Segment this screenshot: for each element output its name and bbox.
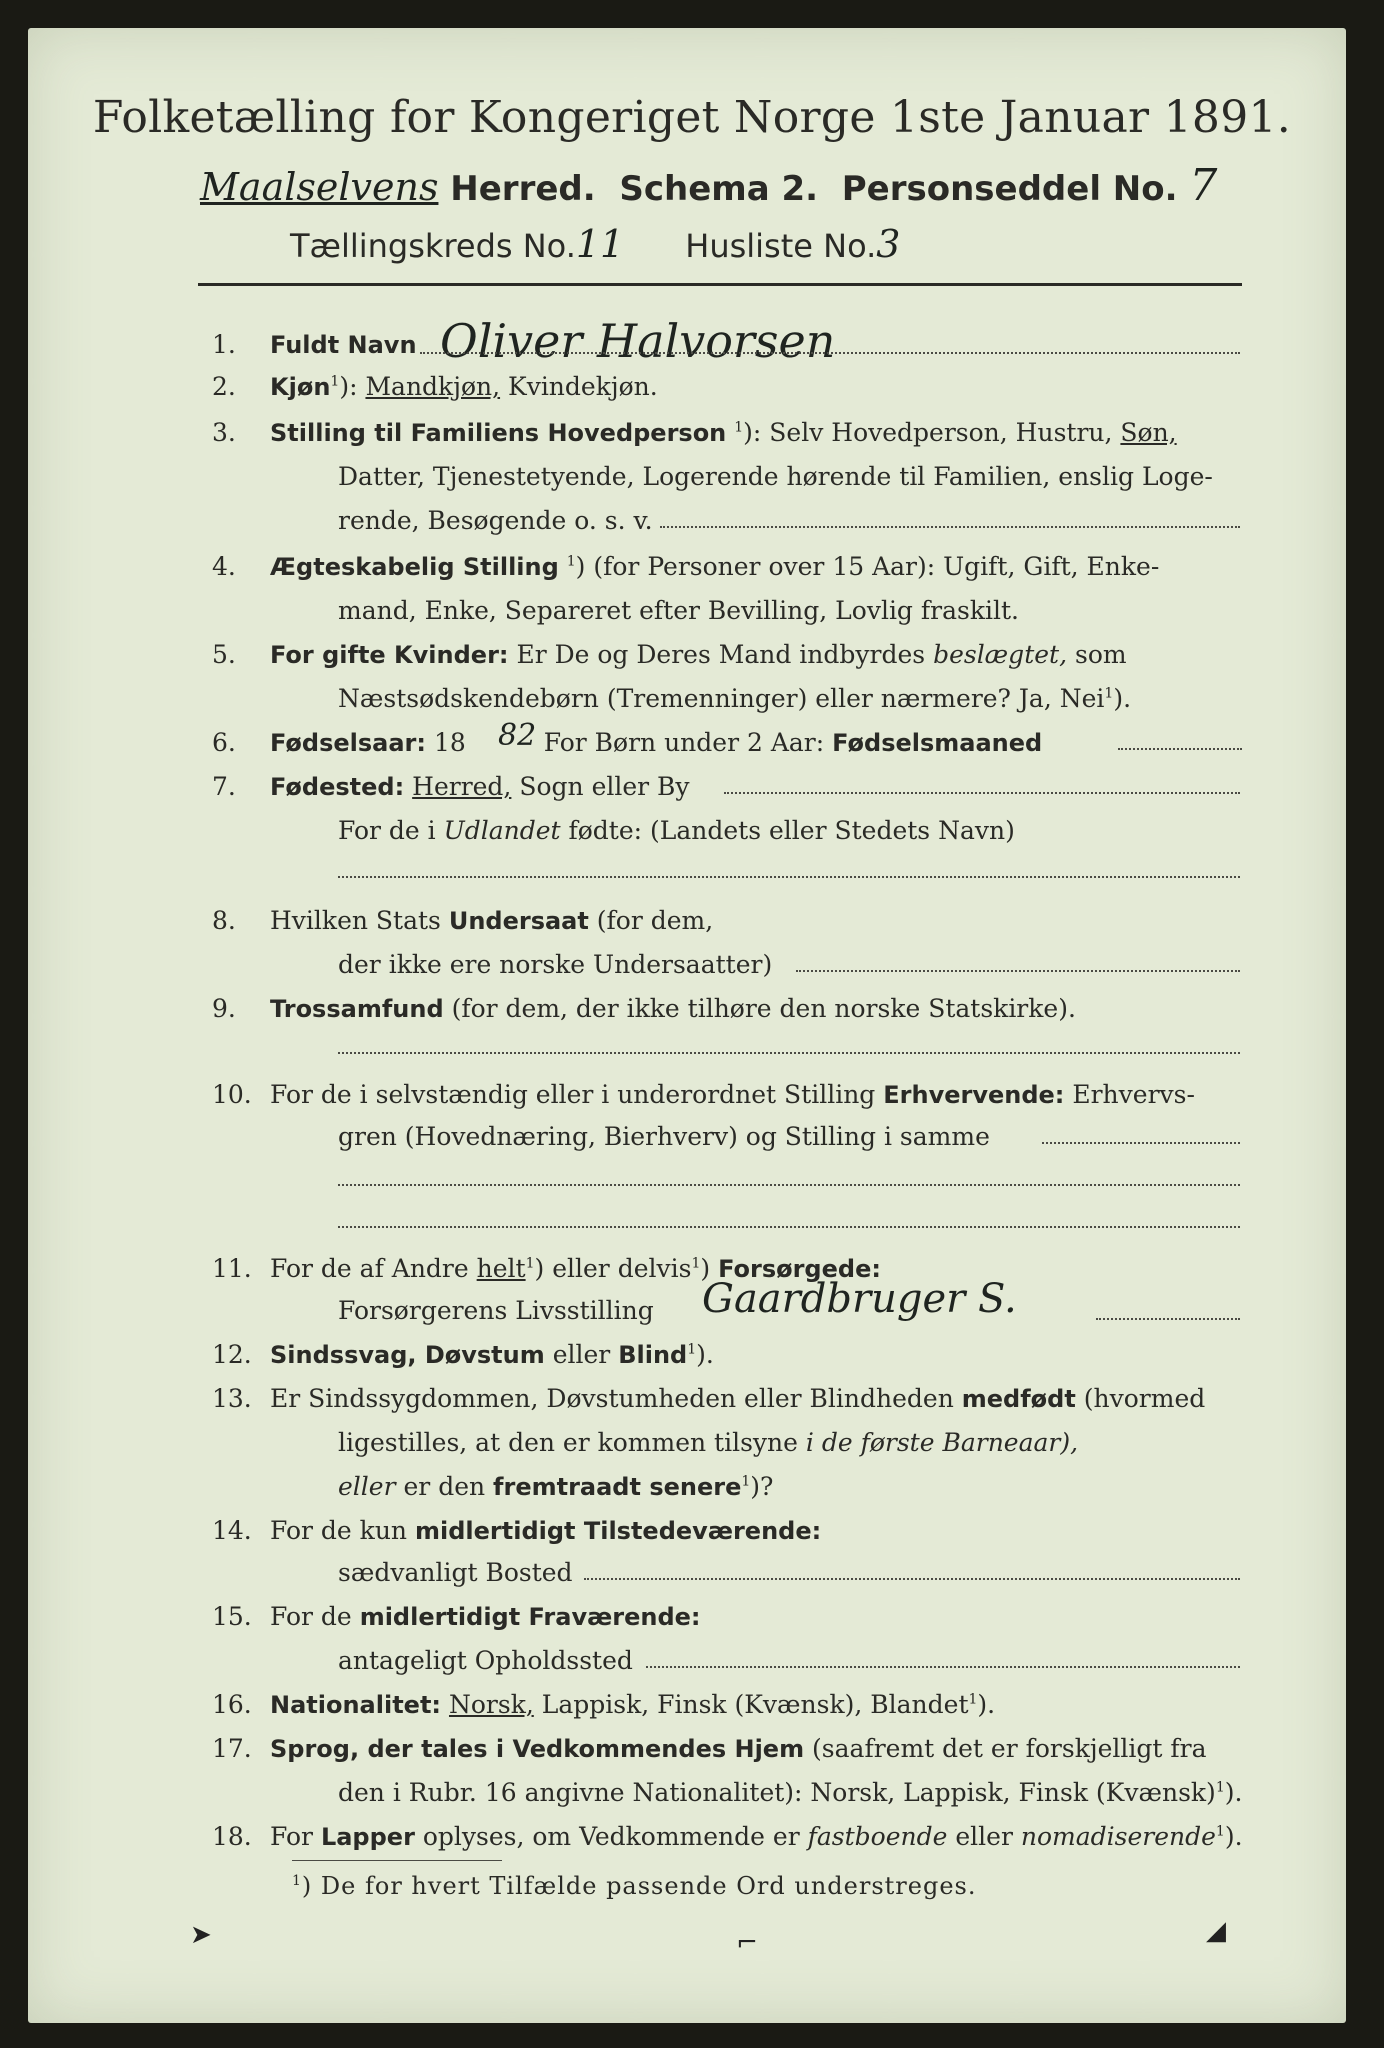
item-18-lapps: 18. For Lapper oplyses, om Vedkommende er fastboende eller nomadiserende$^1$). [212,1822,1243,1851]
dotted-line [338,876,1240,878]
item-2-sex: 2. Kjøn$^1$): Mandkjøn, Kvindekjøn. [212,372,658,401]
item-4-marital-status: 4. Ægteskabelig Stilling $^1$) (for Personer over 15 Aar): Ugift, Gift, Enke- [212,552,1160,581]
item-12-disability: 12. Sindssvag, Døvstum eller Blind$^1$). [212,1340,714,1369]
item-15-line-2: antageligt Opholdssted [338,1646,633,1675]
item-8-citizenship: 8. Hvilken Stats Undersaat (for dem, [212,906,714,935]
item-15-temporarily-absent: 15. For de midlertidigt Fraværende: [212,1602,701,1631]
item-17-line-2: den i Rubr. 16 angivne Nationalitet): Norsk, Lappisk, Finsk (Kvænsk)$^1$). [338,1778,1243,1807]
dotted-line [646,1666,1240,1668]
dotted-line [1096,1318,1240,1320]
dotted-line [660,526,1240,528]
item-13-line-3: eller er den fremtraadt senere$^1$)? [338,1472,774,1501]
form-title: Folketælling for Kongeriget Norge 1ste Januar 1891. [92,92,1292,143]
personseddel-number: 7 [1189,160,1218,211]
item-16-nationality: 16. Nationalitet: Norsk, Lappisk, Finsk (Kvænsk), Blandet$^1$). [212,1690,996,1719]
dotted-line [584,1578,1240,1580]
item-3-family-position: 3. Stilling til Familiens Hovedperson $^1$): Selv Hovedperson, Hustru, Søn, [212,418,1177,447]
header-divider [198,283,1242,286]
item-3-line-3: rende, Besøgende o. s. v. [338,506,653,535]
item-14-temporarily-present: 14. For de kun midlertidigt Tilstedeværende: [212,1516,822,1545]
dotted-line [420,352,1240,354]
pencil-mark: ➤ [190,1920,212,1950]
item-10-line-2: gren (Hovednæring, Bierhverv) og Stilling i samme [338,1122,990,1151]
provider-occupation-value: Gaardbruger S. [702,1276,1017,1322]
dotted-line [338,1226,1240,1228]
dotted-line [338,1184,1240,1186]
item-6-birth-year: 6. Fødselsaar: 18 For Børn under 2 Aar: Fødselsmaaned [212,728,1043,757]
item-3-line-2: Datter, Tjenestetyende, Logerende hørende til Familien, enslig Loge- [338,462,1213,491]
full-name-value: Oliver Halvorsen [440,314,836,368]
item-7-birthplace: 7. Fødested: Herred, Sogn eller By [212,772,690,801]
item-5-married-women: 5. For gifte Kvinder: Er De og Deres Mand indbyrdes beslægtet, som [212,640,1127,669]
kreds-line: Tællingskreds No.11 Husliste No.3 [290,222,901,266]
item-9-religion: 9. Trossamfund (for dem, der ikke tilhøre den norske Statskirke). [212,994,1076,1023]
item-5-line-2: Næstsødskendebørn (Tremenninger) eller nærmere? Ja, Nei$^1$). [338,684,1132,713]
item-13-congenital: 13. Er Sindssygdommen, Døvstumheden eller Blindheden medfødt (hvormed [212,1384,1206,1413]
item-7-line-2: For de i Udlandet fødte: (Landets eller Stedets Navn) [338,816,1015,845]
municipality-handwritten: Maalselvens [200,165,439,209]
item-17-language: 17. Sprog, der tales i Vedkommendes Hjem (saafremt det er forskjelligt fra [212,1734,1207,1763]
dotted-line [1042,1142,1240,1144]
pencil-mark: ⌐ [736,1928,758,1958]
form-header-line: Maalselvens Herred. Schema 2. Personseddel No. 7 [200,160,1218,211]
item-11-supported: 11. For de af Andre helt$^1$) eller delvis$^1$) Forsørgede: [212,1254,881,1283]
kreds-number: 11 [575,222,625,266]
birth-year-value: 82 [498,718,537,753]
item-10-occupation: 10. For de i selvstændig eller i underordnet Stilling Erhvervende: Erhvervs- [212,1080,1195,1109]
footnote-rule [292,1860,502,1861]
item-13-line-2: ligestilles, at den er kommen tilsyne i de første Barneaar), [338,1428,1079,1457]
item-14-line-2: sædvanligt Bosted [338,1558,573,1587]
dotted-line [1118,748,1242,750]
husliste-number: 3 [876,222,901,266]
item-4-line-2: mand, Enke, Separeret efter Bevilling, Lovlig fraskilt. [338,596,1019,625]
item-11-line-2: Forsørgerens Livsstilling [338,1296,654,1325]
item-1-full-name: 1. Fuldt Navn [212,330,417,359]
pencil-mark: ◢ [1206,1916,1226,1946]
item-8-line-2: der ikke ere norske Undersaatter) [338,950,773,979]
dotted-line [796,970,1240,972]
dotted-line [724,792,1240,794]
footnote: $^1$) De for hvert Tilfælde passende Ord understreges. [292,1872,977,1900]
dotted-line [338,1052,1240,1054]
